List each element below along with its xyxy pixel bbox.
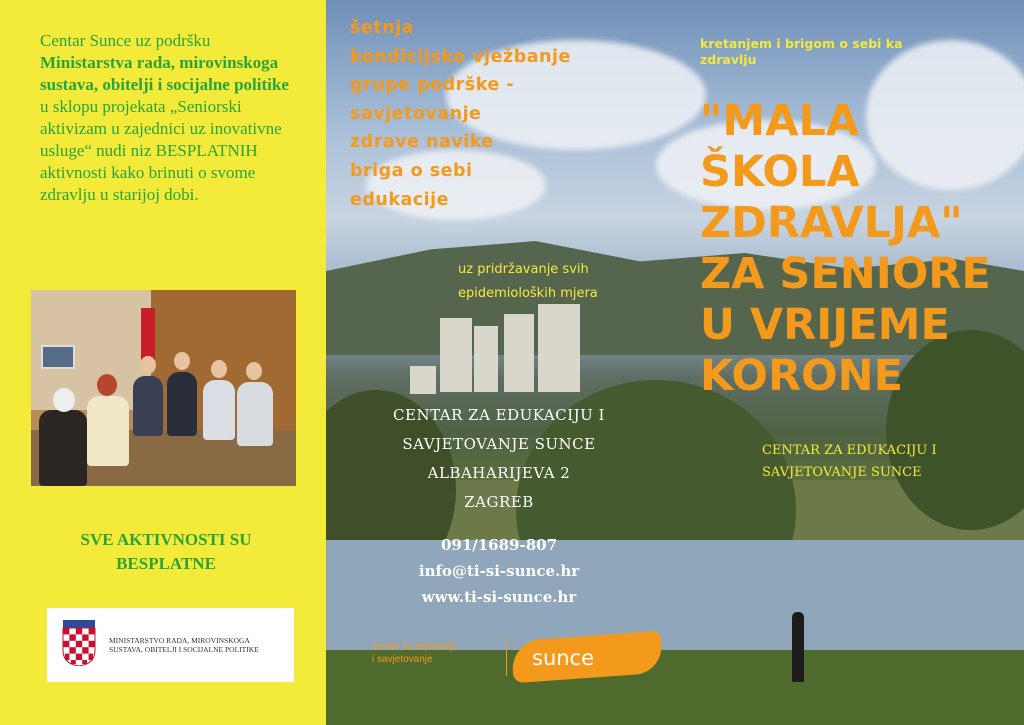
activity-item: grupe podrške - bbox=[350, 75, 515, 96]
ministry-name: Ministarstva rada, mirovinskoga sustava, obitelji i socijalne politike bbox=[40, 53, 289, 94]
activity-item: kondicijsko vježbanje bbox=[350, 46, 571, 67]
address-line: SAVJETOVANJE SUNCE bbox=[402, 435, 596, 453]
organizer-line: CENTAR ZA EDUKACIJU I bbox=[762, 443, 937, 458]
website-url: www.ti-si-sunce.hr bbox=[421, 588, 577, 606]
address-block bbox=[364, 401, 634, 517]
sunce-wordmark: sunce bbox=[532, 646, 595, 670]
sunce-caption-line: centar za edukaciju bbox=[372, 641, 459, 652]
title-line: ZDRAVLJA" bbox=[700, 198, 963, 248]
sunce-logo-caption bbox=[372, 640, 512, 666]
activity-item: šetnja bbox=[350, 18, 414, 38]
title-line: ŠKOLA bbox=[700, 147, 860, 197]
title-line: U VRIJEME bbox=[700, 300, 950, 350]
activity-item: savjetovanje bbox=[350, 103, 482, 124]
title-line: "MALA bbox=[700, 96, 860, 146]
epi-line: epidemioloških mjera bbox=[458, 286, 598, 301]
organizer-label bbox=[762, 440, 1012, 484]
croatian-coat-of-arms-icon bbox=[61, 620, 97, 666]
activity-item: edukacije bbox=[350, 189, 450, 210]
sunce-caption-line: i savjetovanje bbox=[372, 654, 433, 665]
slogan-line: BESPLATNE bbox=[116, 554, 216, 573]
activities-list bbox=[350, 14, 640, 214]
activity-item: zdrave navike bbox=[350, 132, 494, 153]
activity-item: briga o sebi bbox=[350, 160, 473, 181]
title-line: KORONE bbox=[700, 351, 903, 401]
intro-part: u sklopu projekata „Seniorski aktivizam u zajednici uz inovativne usluge“ nudi niz BESPLATNIH aktivnosti kako brinuti o svome zdravlju u starijoj dobi. bbox=[40, 97, 282, 204]
slogan-line: SVE AKTIVNOSTI SU bbox=[80, 530, 252, 549]
organizer-line: SAVJETOVANJE SUNCE bbox=[762, 465, 922, 480]
phone-number: 091/1689-807 bbox=[440, 536, 558, 554]
contact-block bbox=[364, 532, 634, 610]
address-line: CENTAR ZA EDUKACIJU I bbox=[393, 406, 605, 424]
left-panel bbox=[0, 0, 326, 725]
address-line: ALBAHARIJEVA 2 bbox=[427, 464, 571, 482]
seniors-group-photo bbox=[31, 290, 296, 486]
intro-text bbox=[40, 30, 290, 206]
address-line: ZAGREB bbox=[464, 493, 534, 511]
sunce-logo bbox=[372, 634, 662, 682]
ministry-label bbox=[109, 636, 289, 654]
main-title bbox=[700, 96, 1020, 402]
email-address: info@ti-si-sunce.hr bbox=[418, 562, 580, 580]
epidemiological-note bbox=[458, 258, 678, 306]
right-photo-panel bbox=[326, 0, 1024, 725]
ministry-line: SUSTAVA, OBITELJI I SOCIJALNE POLITIKE bbox=[109, 645, 259, 654]
tagline-line: kretanjem i brigom o sebi ka bbox=[700, 36, 903, 51]
walking-person bbox=[792, 612, 804, 682]
title-line: ZA SENIORE bbox=[700, 249, 991, 299]
free-activities-slogan bbox=[36, 528, 296, 576]
ministry-line: MINISTARSTVO RADA, MIROVINSKOGA bbox=[109, 636, 250, 645]
tagline-line: zdravlju bbox=[700, 52, 757, 67]
intro-part: Centar Sunce uz podršku bbox=[40, 31, 211, 50]
epi-line: uz pridržavanje svih bbox=[458, 262, 589, 277]
ministry-logo bbox=[47, 608, 294, 682]
tagline bbox=[700, 36, 970, 68]
